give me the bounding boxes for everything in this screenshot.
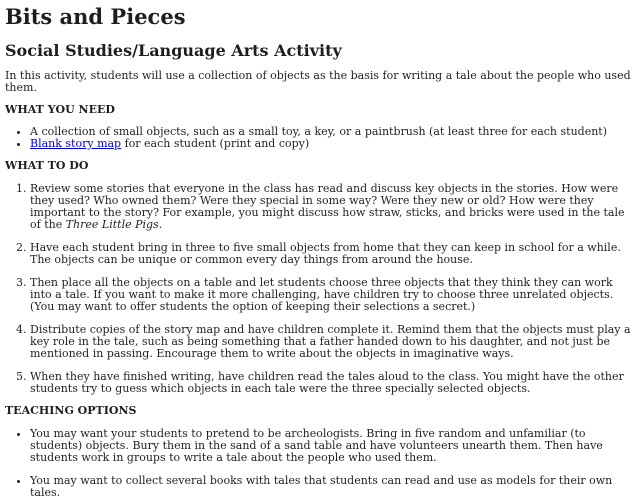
page-content: [0, 5, 640, 499]
needs-list: [5, 126, 634, 150]
step-text-end: .: [158, 218, 163, 231]
step-item: [30, 242, 634, 266]
option-item: [30, 475, 634, 499]
section-heading-what-you-need: WHAT YOU NEED: [5, 103, 115, 116]
needs-list-item: [30, 138, 634, 150]
section-heading-teaching-options: TEACHING OPTIONS: [5, 404, 137, 417]
option-text: You may want your students to pretend to be archeologists. Bring in five random and unfamiliar (to students) objects. Bury them in the sand of a sand table and have volunteers unearth them. Then have students work in groups to write a tale about the people who used them.: [30, 427, 603, 464]
step-text: Have each student bring in three to five small objects from home that they can keep in school for a while. The objects can be unique or common every day things from around the house.: [30, 241, 621, 266]
page-subtitle: Social Studies/Language Arts Activity: [5, 41, 342, 60]
step-text: Distribute copies of the story map and have children complete it. Remind them that the objects must play a key role in the tale, such as being something that a father handed down to his daughter, and not just be mentioned in passing. Encourage them to write about the objects in imaginative ways.: [30, 323, 631, 360]
intro-paragraph: In this activity, students will use a collection of objects as the basis for writing a tale about the people who used them.: [5, 69, 631, 94]
step-item: [30, 371, 634, 395]
teaching-options-list: [5, 428, 634, 499]
needs-item-text: A collection of small objects, such as a small toy, a key, or a paintbrush (at least three for each student): [30, 125, 608, 138]
step-item: [30, 324, 634, 360]
step-text: Review some stories that everyone in the class has read and discuss key objects in the stories. How were they used? Who owned them? Were they special in some way? Were they new or old? How were they important to the story? For example, you might discuss how straw, sticks, and bricks were used in the tale of the: [30, 182, 625, 231]
option-text: You may want to collect several books with tales that students can read and use as models for their own tales.: [30, 474, 613, 499]
section-heading-what-to-do: WHAT TO DO: [5, 159, 89, 172]
step-text: Then place all the objects on a table and let students choose three objects that they think they can work into a tale. If you want to make it more challenging, have children try to choose three unrelated objects. (You may want to offer students the option of keeping their selections a secret.): [30, 276, 614, 313]
step-text: When they have finished writing, have children read the tales aloud to the class. You might have the other students try to guess which objects in each tale were the three specially selected objects.: [30, 370, 624, 395]
needs-item-text: for each student (print and copy): [121, 137, 310, 150]
step-item: [30, 183, 634, 231]
story-title: Three Little Pigs: [65, 218, 159, 231]
page-title: Bits and Pieces: [5, 4, 186, 29]
blank-story-map-link[interactable]: Blank story map: [30, 137, 122, 150]
steps-list: [5, 183, 634, 395]
option-item: [30, 428, 634, 464]
step-item: [30, 277, 634, 313]
